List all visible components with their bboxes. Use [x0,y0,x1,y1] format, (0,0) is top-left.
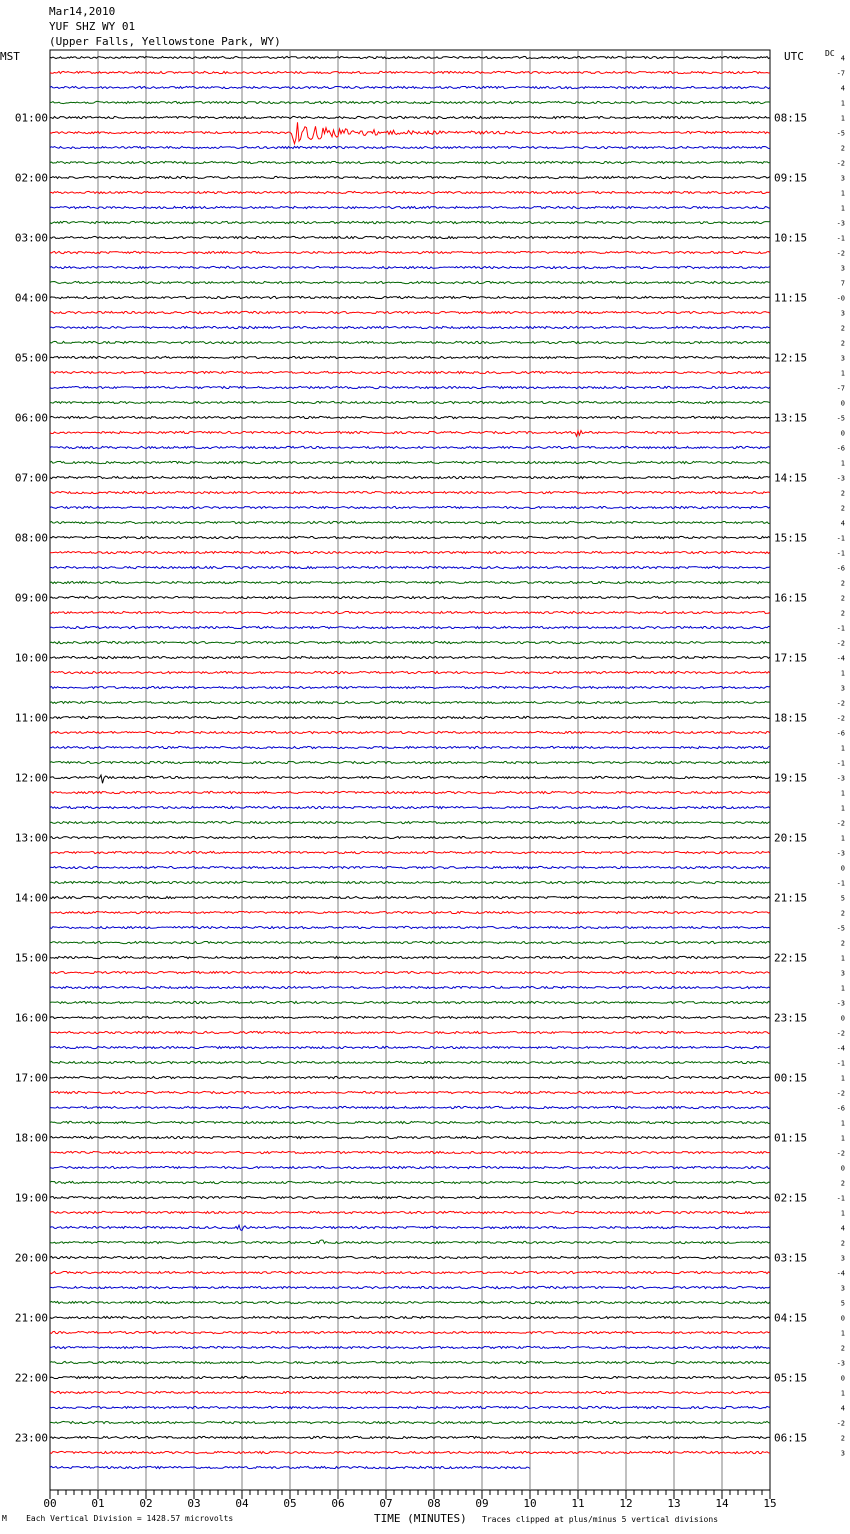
trace-row [50,86,770,88]
trace-row [50,521,770,523]
dc-offset-label: 2 [840,489,845,498]
trace-row [50,1196,770,1198]
trace-row [50,122,770,143]
dc-offset-label: 4 [840,1224,845,1233]
dc-offset-label: 2 [840,609,845,618]
dc-offset-label: -1 [836,759,845,768]
dc-offset-label: 5 [840,1299,845,1308]
trace-row [50,281,770,283]
trace-row [50,206,770,208]
dc-offset-label: 2 [840,339,845,348]
x-tick-label: 12 [619,1497,633,1510]
dc-offset-label: -7 [836,69,845,78]
left-hour-label: 09:00 [14,591,48,605]
right-timezone-label: UTC [784,50,804,63]
trace-row [50,161,770,163]
trace-row [50,1031,770,1033]
dc-offset-label: -1 [836,549,845,558]
right-hour-label: 22:15 [774,951,808,965]
trace-row [50,1061,770,1063]
dc-offset-label: -3 [836,219,845,228]
left-hour-label: 21:00 [14,1311,48,1325]
right-hour-label: 12:15 [774,351,808,365]
dc-offset-label: 2 [840,939,845,948]
dc-offset-label: 0 [840,864,845,873]
right-hour-label: 15:15 [774,531,808,545]
dc-offset-label: 1 [840,984,845,993]
dc-offset-label: 2 [840,1434,845,1443]
left-timezone-label: MST [0,50,20,63]
x-tick-label: 07 [379,1497,393,1510]
trace-row [50,536,770,538]
x-tick-label: 14 [715,1497,729,1510]
trace-row [50,1166,770,1168]
right-hour-label: 11:15 [774,291,808,305]
dc-offset-label: -2 [836,1029,845,1038]
dc-offset-label: -1 [836,624,845,633]
dc-offset-label: 2 [840,579,845,588]
dc-offset-label: 3 [840,1449,845,1458]
dc-offset-label: 1 [840,1329,845,1338]
x-tick-label: 06 [331,1497,345,1510]
x-tick-label: 05 [283,1497,297,1510]
dc-offset-label: 2 [840,594,845,603]
trace-row [50,1225,770,1230]
trace-row [50,446,770,448]
trace-row [50,551,770,553]
x-tick-label: 03 [187,1497,201,1510]
left-hour-label: 20:00 [14,1251,48,1265]
left-hour-label: 23:00 [14,1431,48,1445]
trace-row [50,251,770,253]
left-hour-label: 17:00 [14,1071,48,1085]
left-hour-label: 05:00 [14,351,48,365]
dc-offset-label: -6 [836,1104,845,1113]
trace-row [50,566,770,568]
trace-row [50,956,770,958]
dc-offset-label: 1 [840,834,845,843]
trace-row [50,476,770,478]
x-tick-label: 02 [139,1497,153,1510]
trace-row [50,775,770,783]
dc-offset-label: 1 [840,804,845,813]
trace-row [50,416,770,418]
trace-row [50,1361,770,1363]
dc-offset-label: 1 [840,1119,845,1128]
trace-row [50,146,770,148]
x-tick-label: 13 [667,1497,681,1510]
trace-row [50,911,770,913]
vertical-division-note: Each Vertical Division = 1428.57 microvolts [26,1514,234,1523]
dc-offset-label: 1 [840,1389,845,1398]
right-hour-label: 03:15 [774,1251,808,1265]
dc-offset-label: 1 [840,204,845,213]
trace-row [50,236,770,238]
dc-offset-label: 5 [840,894,845,903]
dc-offset-label: 3 [840,309,845,318]
trace-row [50,1151,770,1153]
trace-row [50,761,770,763]
dc-offset-label: 0 [840,429,845,438]
left-hour-label: 08:00 [14,531,48,545]
dc-offset-label: -2 [836,249,845,258]
trace-row [50,641,770,643]
trace-row [50,1391,770,1393]
trace-row [50,626,770,628]
dc-offset-label: -7 [836,384,845,393]
dc-offset-label: -1 [836,534,845,543]
right-hour-label: 19:15 [774,771,808,785]
trace-row [50,881,770,883]
dc-offset-label: -2 [836,1149,845,1158]
dc-offset-label: 0 [840,1374,845,1383]
dc-offset-label: 4 [840,519,845,528]
dc-offset-label: 3 [840,1254,845,1263]
left-hour-label: 03:00 [14,231,48,245]
left-hour-label: 12:00 [14,771,48,785]
right-hour-label: 10:15 [774,231,808,245]
trace-row [50,1301,770,1303]
trace-row [50,581,770,583]
trace-row [50,296,770,298]
trace-row [50,491,770,493]
dc-offset-label: -1 [836,234,845,243]
x-tick-label: 15 [763,1497,777,1510]
trace-row [50,866,770,868]
trace-row [50,506,770,508]
trace-row [50,326,770,328]
right-hour-label: 20:15 [774,831,808,845]
dc-offset-label: 2 [840,1239,845,1248]
trace-row [50,1436,770,1438]
trace-row [50,371,770,373]
trace-row [50,731,770,733]
trace-row [50,1001,770,1003]
trace-row [50,1181,770,1183]
trace-row [50,176,770,178]
trace-row [50,386,770,388]
dc-offset-label: 1 [840,1074,845,1083]
station-location: (Upper Falls, Yellowstone Park, WY) [49,35,281,48]
dc-offset-label: -3 [836,474,845,483]
dc-offset-label: -4 [836,654,845,663]
trace-row [50,941,770,943]
trace-row [50,806,770,808]
trace-row [50,1136,770,1138]
dc-offset-label: -2 [836,714,845,723]
right-hour-label: 23:15 [774,1011,808,1025]
dc-offset-label: 2 [840,324,845,333]
trace-row [50,1106,770,1108]
left-hour-label: 16:00 [14,1011,48,1025]
trace-row [50,401,770,403]
trace-row [50,1091,770,1093]
dc-offset-label: -2 [836,819,845,828]
left-hour-label: 11:00 [14,711,48,725]
trace-row [50,71,770,73]
dc-offset-label: 2 [840,1179,845,1188]
dc-offset-label: -5 [836,924,845,933]
trace-row [50,1240,770,1244]
dc-offset-label: -5 [836,414,845,423]
dc-offset-label: -2 [836,639,845,648]
dc-offset-label: -6 [836,564,845,573]
dc-offset-label: -5 [836,129,845,138]
dc-offset-label: 0 [840,1164,845,1173]
trace-row [50,821,770,823]
left-hour-label: 07:00 [14,471,48,485]
right-hour-label: 16:15 [774,591,808,605]
right-hour-label: 14:15 [774,471,808,485]
trace-row [50,1376,770,1378]
dc-offset-label: 1 [840,744,845,753]
trace-row [50,1421,770,1423]
x-tick-label: 04 [235,1497,249,1510]
right-hour-label: 05:15 [774,1371,808,1385]
trace-row [50,191,770,193]
x-tick-label: 08 [427,1497,441,1510]
dc-offset-label: 4 [840,54,845,63]
x-tick-label: 00 [43,1497,57,1510]
dc-offset-label: 4 [840,1404,845,1413]
dc-offset-label: 0 [840,1014,845,1023]
trace-row [50,656,770,658]
x-tick-label: 10 [523,1497,537,1510]
left-hour-label: 02:00 [14,171,48,185]
dc-offset-label: 1 [840,189,845,198]
trace-row [50,1346,770,1348]
scale-note [2,1514,233,1523]
trace-row [50,896,770,898]
right-hour-label: 01:15 [774,1131,808,1145]
dc-offset-label: -6 [836,444,845,453]
trace-row [50,431,770,437]
dc-offset-label: -1 [836,1059,845,1068]
dc-offset-label: 2 [840,504,845,513]
trace-row [50,116,770,118]
chart-date: Mar14,2010 [49,5,116,18]
x-axis-title: TIME (MINUTES) [374,1512,467,1525]
trace-row [50,611,770,613]
right-hour-label: 18:15 [774,711,808,725]
right-hour-label: 06:15 [774,1431,808,1445]
trace-row [50,1256,770,1258]
dc-offset-label: -3 [836,849,845,858]
dc-offset-label: 3 [840,684,845,693]
right-hour-label: 09:15 [774,171,808,185]
left-hour-label: 10:00 [14,651,48,665]
dc-offset-label: 1 [840,1209,845,1218]
trace-row [50,671,770,673]
trace-row [50,986,770,988]
dc-offset-label: -1 [836,1194,845,1203]
trace-row [50,971,770,973]
trace-row [50,686,770,688]
dc-offset-label: 3 [840,174,845,183]
trace-row [50,311,770,313]
dc-offset-label: -2 [836,159,845,168]
dc-offset-label: 1 [840,459,845,468]
left-hour-label: 19:00 [14,1191,48,1205]
left-hour-label: 06:00 [14,411,48,425]
trace-row [50,341,770,343]
right-hour-label: 21:15 [774,891,808,905]
dc-offset-label: 1 [840,954,845,963]
trace-row [50,1406,770,1408]
dc-offset-label: 3 [840,1284,845,1293]
dc-offset-label: 1 [840,114,845,123]
trace-row [50,746,770,748]
dc-offset-label: -0 [836,294,845,303]
left-hour-label: 18:00 [14,1131,48,1145]
dc-offset-label: 7 [840,279,845,288]
left-hour-label: 14:00 [14,891,48,905]
trace-row [50,356,770,358]
dc-column-label: DC [825,49,835,58]
trace-row [50,1211,770,1213]
dc-offset-label: -1 [836,879,845,888]
trace-row [50,221,770,223]
corner-mark: M [2,1514,7,1523]
right-hour-label: 13:15 [774,411,808,425]
trace-row [50,1271,770,1273]
dc-offset-label: -3 [836,999,845,1008]
trace-row [50,461,770,463]
trace-row [50,1316,770,1318]
right-hour-label: 04:15 [774,1311,808,1325]
trace-row [50,1076,770,1078]
x-tick-label: 01 [91,1497,105,1510]
trace-row [50,1121,770,1123]
x-tick-label: 11 [571,1497,585,1510]
dc-offset-label: -3 [836,1359,845,1368]
trace-row [50,56,770,58]
dc-offset-label: 3 [840,354,845,363]
left-hour-label: 01:00 [14,111,48,125]
dc-offset-label: -4 [836,1269,845,1278]
dc-offset-label: 0 [840,399,845,408]
trace-row [50,701,770,703]
dc-offset-label: 1 [840,789,845,798]
left-hour-label: 04:00 [14,291,48,305]
right-hour-label: 08:15 [774,111,808,125]
dc-offset-label: -3 [836,774,845,783]
dc-offset-label: 2 [840,144,845,153]
trace-row [50,791,770,793]
right-hour-label: 02:15 [774,1191,808,1205]
trace-row [50,1016,770,1018]
dc-offset-label: -4 [836,1044,845,1053]
trace-row [50,851,770,853]
left-hour-label: 22:00 [14,1371,48,1385]
dc-offset-label: 3 [840,969,845,978]
left-hour-label: 15:00 [14,951,48,965]
dc-offset-label: 1 [840,369,845,378]
dc-offset-label: 1 [840,669,845,678]
trace-row [50,596,770,598]
dc-offset-label: 4 [840,84,845,93]
clip-note: Traces clipped at plus/minus 5 vertical divisions [482,1515,719,1524]
dc-offset-label: -2 [836,1419,845,1428]
right-hour-label: 00:15 [774,1071,808,1085]
trace-row [50,1451,770,1453]
trace-row [50,266,770,268]
dc-offset-label: 2 [840,1344,845,1353]
left-hour-label: 13:00 [14,831,48,845]
dc-offset-label: 2 [840,909,845,918]
dc-offset-label: 1 [840,1134,845,1143]
trace-row [50,101,770,103]
dc-offset-label: -2 [836,1089,845,1098]
dc-offset-label: -2 [836,699,845,708]
trace-row [50,926,770,928]
dc-offset-label: 3 [840,264,845,273]
dc-offset-label: -6 [836,729,845,738]
trace-row [50,1286,770,1288]
dc-offset-label: 1 [840,99,845,108]
trace-row [50,1046,770,1048]
trace-row [50,716,770,718]
trace-row [50,836,770,838]
trace-row [50,1331,770,1333]
station-code: YUF SHZ WY 01 [49,20,136,33]
x-tick-label: 09 [475,1497,489,1510]
right-hour-label: 17:15 [774,651,808,665]
dc-offset-label: 0 [840,1314,845,1323]
